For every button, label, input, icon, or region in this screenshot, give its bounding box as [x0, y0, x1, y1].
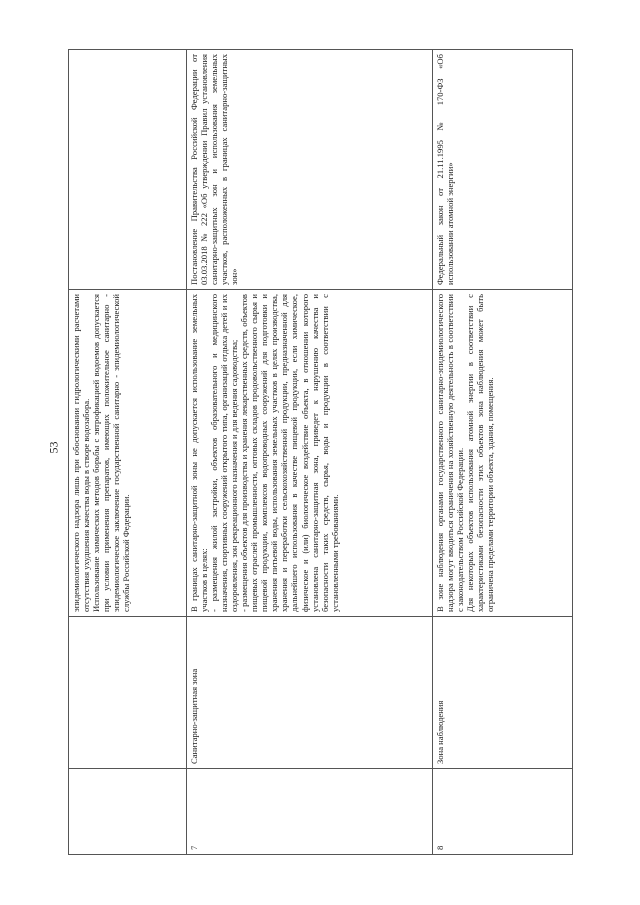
paragraph: эпидемиологического надзора лишь при обосновании гидрологическими расчетами отсутствия ухудшения качества воды в створе водозабора. [71, 294, 92, 612]
zone-name [69, 617, 187, 769]
zone-name: Зона наблюдения [433, 617, 573, 769]
restriction-text [433, 290, 573, 617]
paragraph: Использование химических методов борьбы с эвтрофикацией водоемов допускается при условии применения препаратов, имеющих положительное санитарно - эпидемиологическое заключение государственной санитарно - эпидемиологической службы Российской Федерации. [91, 294, 132, 612]
legal-basis [69, 50, 187, 290]
paragraph: - размещения жилой застройки, объектов образовательного и медицинского назначения, спортивных сооружений открытого типа, организаций отдыха детей и их оздоровления, зон рекреационного назначения и для ведения садоводства; [209, 294, 240, 612]
paragraph: В границах санитарно-защитной зоны не допускается использование земельных участков в целях: [189, 294, 210, 612]
restriction-text [69, 290, 187, 617]
legal-basis: Постановление Правительства Российской Федерации от 03.03.2018 № 222 «Об утверждении Правил установления санитарно-защитных зон и использования земельных участков, расположенных в границах санитарно-защитных зон» [187, 50, 433, 290]
page-number: 53 [46, 441, 61, 454]
legal-basis: Федеральный закон от 21.11.1995 № 170-ФЗ «Об использовании атомной энергии» [433, 50, 573, 290]
paragraph: Для некоторых объектов использования атомной энергии в соответствии с характеристиками безопасности этих объектов зона наблюдения может быть ограничена пределами территории объекта, здания, помещения. [465, 294, 496, 612]
restriction-text [187, 290, 433, 617]
table-row [69, 50, 187, 855]
table-row [433, 50, 573, 855]
table-row [187, 50, 433, 855]
row-number: 8 [433, 769, 573, 855]
zone-name: Санитарно-защитная зона [187, 617, 433, 769]
paragraph: В зоне наблюдения органами государственного санитарно-эпидемиологического надзора могут вводиться ограничения на хозяйственную деятельность в соответствии с законодательством Российской Федерации. [435, 294, 466, 612]
row-number: 7 [187, 769, 433, 855]
regulation-table-rotated [68, 49, 572, 855]
row-number [69, 769, 187, 855]
paragraph: - размещения объектов для производства и хранения лекарственных средств, объектов пищевых отраслей промышленности, оптовых складов продовольственного сырья и пищевой продукции, комплексов водопроводных сооружений для подготовки и хранения питьевой воды, использования земельных участков в целях производства, хранения и переработки сельскохозяйственной продукции, предназначенной для дальнейшего использования в качестве пищевой продукции, если химическое, физическое и (или) биологическое воздействие объекта, в отношении которого установлена санитарно-защитная зона, приведет к нарушению качества и безопасности таких средств, сырья, воды и продукции в соответствии с установленными требованиями. [239, 294, 340, 612]
regulation-table [68, 49, 573, 855]
